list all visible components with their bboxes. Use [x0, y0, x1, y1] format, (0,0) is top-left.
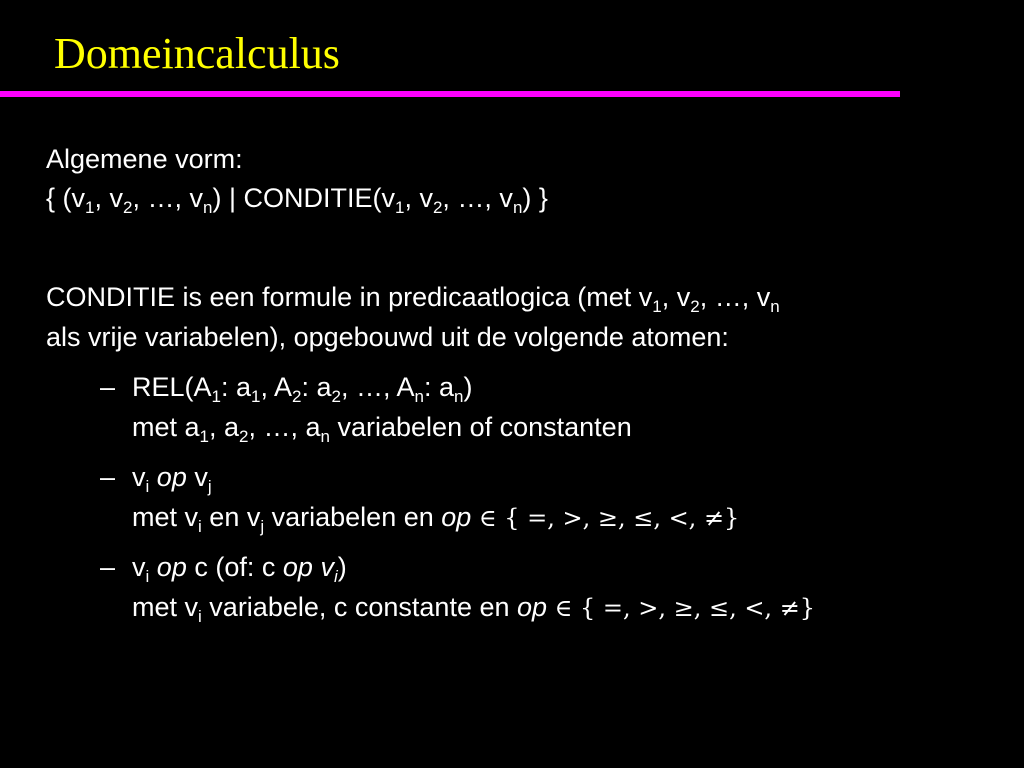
bullet-dash: – [100, 462, 116, 492]
text: en v [201, 502, 261, 532]
subscript: i [198, 517, 202, 536]
atom-rel-description [132, 412, 632, 446]
text: met v [132, 502, 199, 532]
subscript: n [320, 427, 330, 446]
subscript: 1 [85, 198, 95, 217]
subscript: j [260, 517, 265, 536]
atom-vi-op-vj-description [132, 502, 740, 536]
text: variabele, c constante en [201, 592, 517, 622]
subscript: i [145, 477, 150, 496]
operator-set: ∈ { =, >, ≥, ≤, <, ≠} [554, 594, 816, 622]
v-italic: v [320, 552, 334, 582]
text: variabelen of constanten [330, 412, 632, 442]
subscript: j [207, 477, 212, 496]
text: { (v [46, 183, 86, 213]
text: : a [221, 372, 252, 402]
subscript: 2 [331, 387, 341, 406]
atom-rel-expression [132, 372, 473, 406]
text: , v [404, 183, 433, 213]
text: , …, v [132, 183, 203, 213]
text: , a [209, 412, 240, 442]
text: , A [260, 372, 293, 402]
text: ) [463, 372, 473, 402]
subscript: 2 [292, 387, 302, 406]
operator-set: ∈ { =, >, ≥, ≤, <, ≠} [478, 504, 740, 532]
title-divider [0, 91, 900, 97]
text: , v [94, 183, 123, 213]
subscript: n [512, 198, 523, 217]
subscript: 2 [432, 198, 443, 217]
text: : a [301, 372, 332, 402]
subscript: 2 [690, 297, 700, 316]
text: , …, v [699, 282, 771, 312]
condition-description-line-2: als vrije variabelen), opgebouwd uit de volgende atomen: [46, 322, 729, 352]
text: , …, v [442, 183, 513, 213]
subscript: i [333, 567, 338, 586]
op-italic: op [441, 502, 472, 532]
subscript: i [145, 567, 150, 586]
condition-description-line-1 [46, 282, 780, 316]
subscript: n [202, 198, 213, 217]
subscript: n [414, 387, 424, 406]
text: ) } [522, 183, 548, 213]
atom-vi-op-c-description [132, 592, 816, 626]
atom-vi-op-vj-expression [132, 462, 212, 496]
subscript: i [198, 607, 202, 626]
text: REL(A [132, 372, 212, 402]
text: c (of: c [194, 552, 283, 582]
text: , v [661, 282, 691, 312]
op-italic: op [282, 552, 313, 582]
bullet-dash: – [100, 552, 116, 582]
subscript: 1 [394, 198, 405, 217]
text: met v [132, 592, 199, 622]
text: variabelen en [264, 502, 442, 532]
subscript: 2 [123, 198, 133, 217]
text: v [194, 462, 208, 492]
text: ) [337, 552, 347, 582]
general-form-expression [46, 183, 548, 217]
subscript: 2 [239, 427, 249, 446]
general-form-label: Algemene vorm: [46, 144, 243, 174]
text: v [132, 462, 146, 492]
bullet-dash: – [100, 372, 116, 402]
text: , …, a [248, 412, 321, 442]
subscript: 1 [211, 387, 221, 406]
text: v [132, 552, 146, 582]
text: met a [132, 412, 200, 442]
atom-vi-op-c-expression [132, 552, 347, 586]
subscript: 1 [199, 427, 209, 446]
text: , …, A [341, 372, 415, 402]
op-italic: op [156, 462, 187, 492]
op-italic: op [156, 552, 187, 582]
text: : a [424, 372, 455, 402]
text: CONDITIE is een formule in predicaatlogica (met v [46, 282, 653, 312]
subscript: n [770, 297, 780, 316]
op-italic: op [517, 592, 548, 622]
subscript: 1 [251, 387, 261, 406]
subscript: 1 [652, 297, 662, 316]
slide-title: Domeincalculus [54, 29, 340, 78]
subscript: n [454, 387, 464, 406]
text: ) | CONDITIE(v [212, 183, 395, 213]
